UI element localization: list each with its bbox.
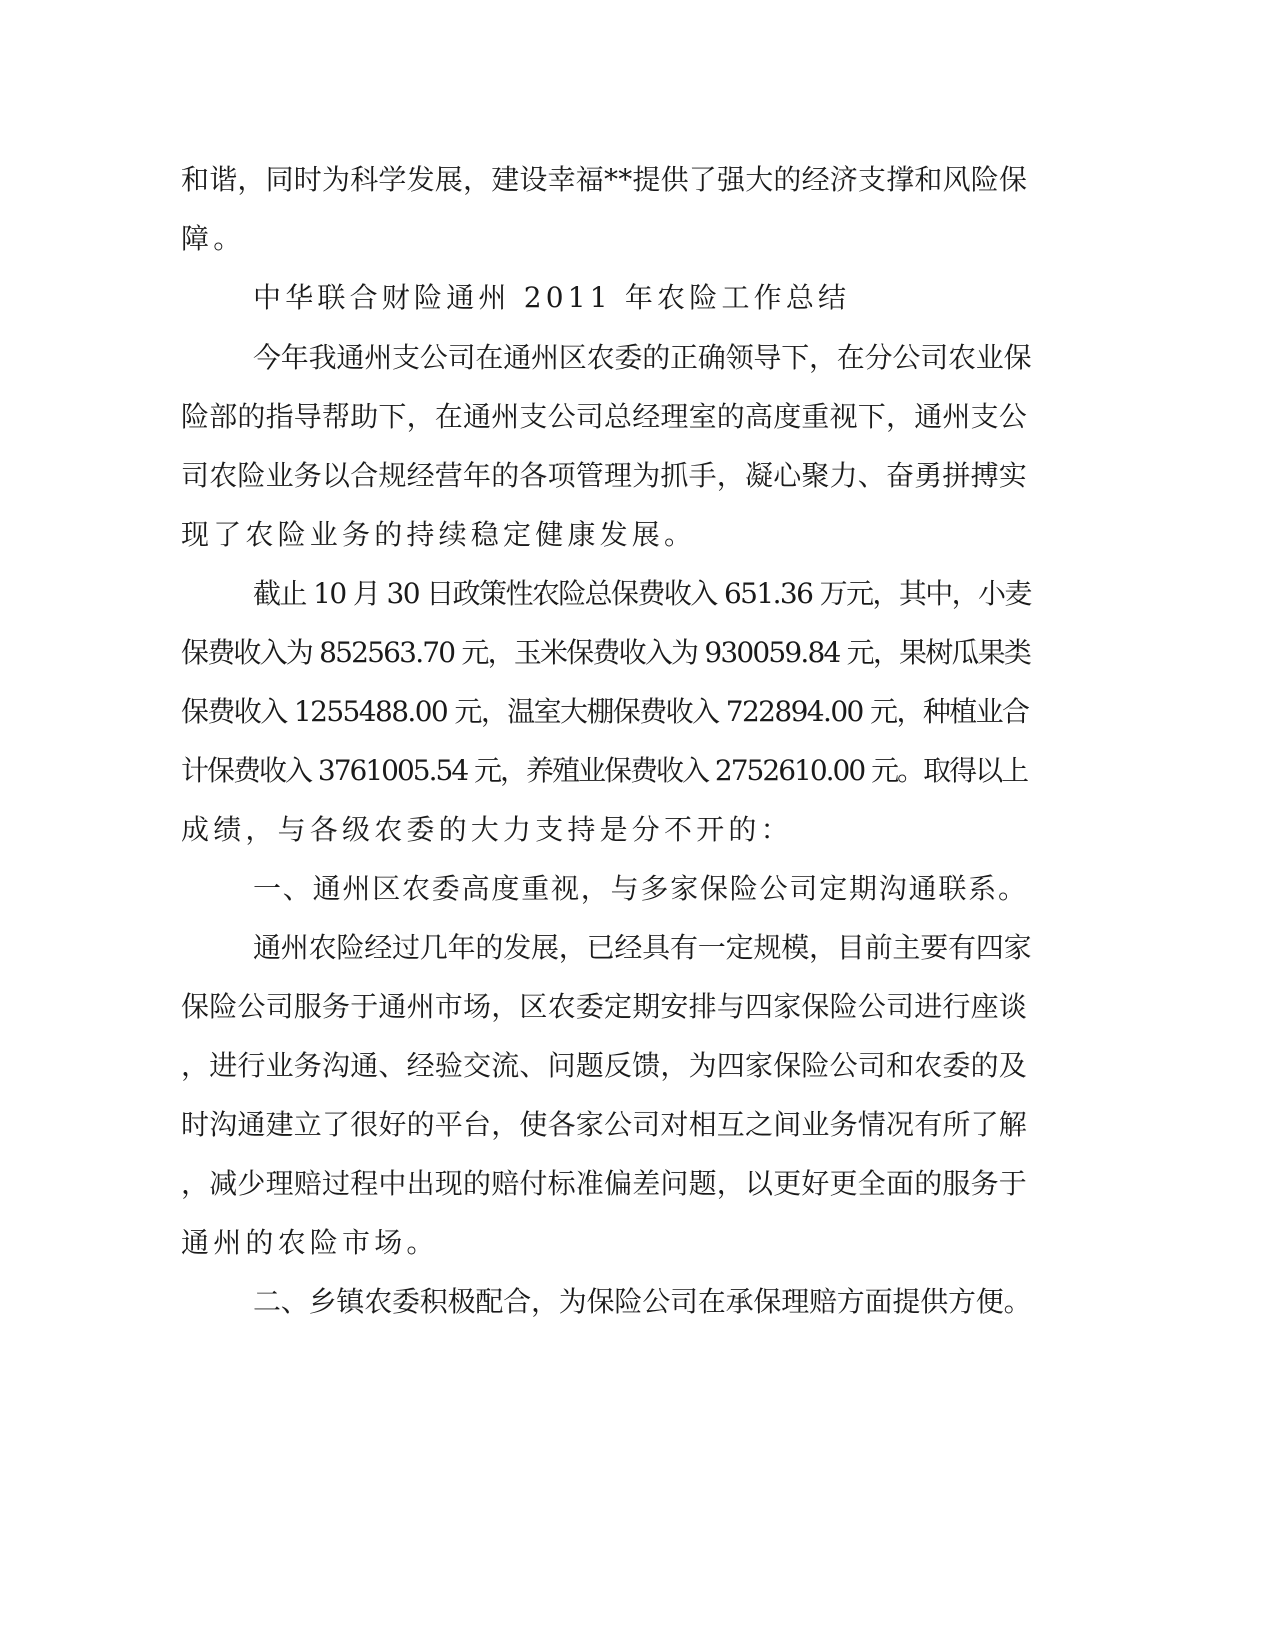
text-line-continuation: 障。 (181, 222, 246, 255)
paragraph-1-line: 险部的指导帮助下，在通州支公司总经理室的高度重视下，通州支公 (181, 400, 1028, 433)
paragraph-3-line: ，进行业务沟通、经验交流、问题反馈，为四家保险公司和农委的及 (181, 1049, 1028, 1082)
paragraph-2-line: 保费收入为 852563.70 元，玉米保费收入为 930059.84 元，果树瓜果类 (181, 636, 1031, 669)
paragraph-3-line: 通州的农险市场。 (181, 1226, 439, 1259)
paragraph-2-line: 保费收入 1255488.00 元，温室大棚保费收入 722894.00 元，种植业合 (181, 695, 1029, 728)
paragraph-3-line: 通州农险经过几年的发展，已经具有一定规模，目前主要有四家 (253, 931, 1032, 964)
paragraph-3-line: ，减少理赔过程中出现的赔付标准偏差问题，以更好更全面的服务于 (181, 1167, 1028, 1200)
paragraph-1-line: 司农险业务以合规经营年的各项管理为抓手，凝心聚力、奋勇拼搏实 (181, 459, 1028, 492)
paragraph-2-line: 计保费收入 3761005.54 元，养殖业保费收入 2752610.00 元。取得以上 (181, 754, 1028, 787)
paragraph-2-line: 截止 10 月 30 日政策性农险总保费收入 651.36 万元，其中，小麦 (253, 577, 1031, 610)
heading-point-1: 一、通州区农委高度重视，与多家保险公司定期沟通联系。 (253, 872, 1028, 905)
paragraph-3-line: 保险公司服务于通州市场，区农委定期安排与四家保险公司进行座谈 (181, 990, 1028, 1023)
text-line-continuation: 和谐，同时为科学发展，建设幸福**提供了强大的经济支撑和风险保 (181, 163, 1028, 196)
paragraph-1-line: 现了农险业务的持续稳定健康发展。 (181, 518, 697, 551)
paragraph-3-line: 时沟通建立了很好的平台，使各家公司对相互之间业务情况有所了解 (181, 1108, 1028, 1141)
paragraph-2-line: 成绩，与各级农委的大力支持是分不开的： (181, 813, 793, 846)
paragraph-1-line: 今年我通州支公司在通州区农委的正确领导下，在分公司农业保 (253, 341, 1032, 374)
heading-point-2: 二、乡镇农委积极配合，为保险公司在承保理赔方面提供方便。 (253, 1285, 1032, 1318)
section-title: 中华联合财险通州 2011 年农险工作总结 (253, 281, 851, 314)
